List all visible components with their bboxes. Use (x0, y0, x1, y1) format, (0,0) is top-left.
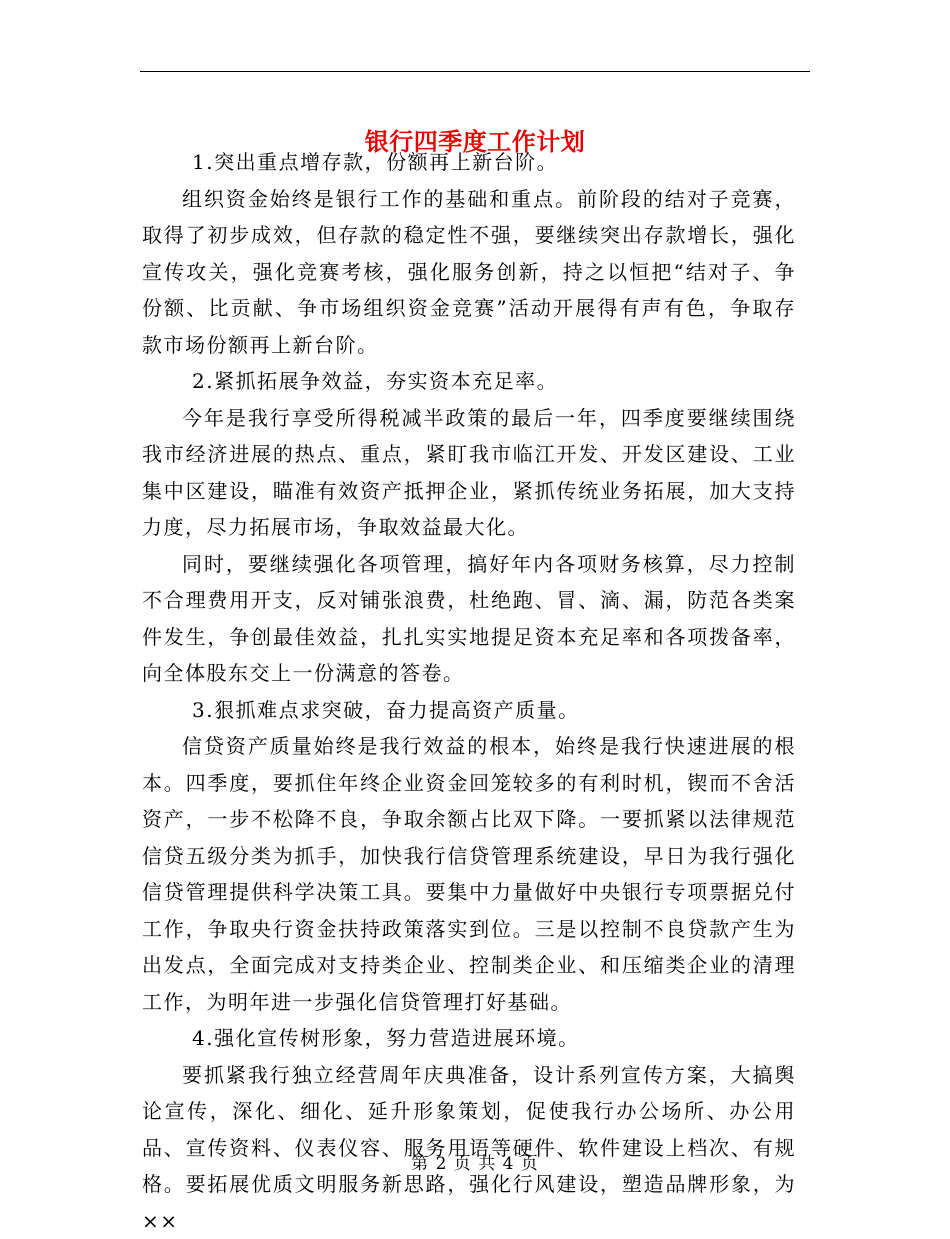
section-heading-4: 4.强化宣传树形象，努力营造进展环境。 (142, 1020, 796, 1057)
section-paragraph: 信贷资产质量始终是我行效益的根本，始终是我行快速进展的根本。四季度，要抓住年终企业资金回笼较多的有利时机，锲而不舍活资产，一步不松降不良，争取余额占比双下降。一要抓紧以法律规范信贷五级分类为抓手，加快我行信贷管理系统建设，早日为我行强化信贷管理提供科学决策工具。要集中力量做好中央银行专项票据兑付工作，争取央行资金扶持政策落实到位。三是以控制不良贷款产生为出发点，全面完成对支持类企业、控制类企业、和压缩类企业的清理工作，为明年进一步强化信贷管理打好基础。 (142, 728, 796, 1020)
header-rule (140, 71, 810, 72)
section-paragraph: 同时，要继续强化各项管理，搞好年内各项财务核算，尽力控制不合理费用开支，反对铺张浪费，杜绝跑、冒、滴、漏，防范各类案件发生，争创最佳效益，扎扎实实地提足资本充足率和各项拨备率，向全体股东交上一份满意的答卷。 (142, 546, 796, 692)
section-paragraph: 要抓紧我行独立经营周年庆典准备，设计系列宣传方案，大搞舆论宣传，深化、细化、延升形象策划，促使我行办公场所、办公用品、宣传资料、仪表仪容、服务用语等硬件、软件建设上档次、有规格。要拓展优质文明服务新思路，强化行风建设，塑造品牌形象，为×× (142, 1057, 796, 1239)
page-number: 第 2 页 共 4 页 (0, 1152, 950, 1176)
section-heading-2: 2.紧抓拓展争效益，夯实资本充足率。 (142, 363, 796, 400)
document-body (142, 144, 796, 1239)
section-heading-3: 3.狠抓难点求突破，奋力提高资产质量。 (142, 692, 796, 729)
section-heading-1: 1.突出重点增存款，份额再上新台阶。 (142, 144, 796, 181)
section-paragraph: 组织资金始终是银行工作的基础和重点。前阶段的结对子竞赛，取得了初步成效，但存款的稳定性不强，要继续突出存款增长，强化宣传攻关，强化竞赛考核，强化服务创新，持之以恒把“结对子、争份额、比贡献、争市场组织资金竞赛”活动开展得有声有色，争取存款市场份额再上新台阶。 (142, 181, 796, 364)
section-paragraph: 今年是我行享受所得税减半政策的最后一年，四季度要继续围绕我市经济进展的热点、重点，紧盯我市临江开发、开发区建设、工业集中区建设，瞄准有效资产抵押企业，紧抓传统业务拓展，加大支持力度，尽力拓展市场，争取效益最大化。 (142, 400, 796, 546)
document-title: 银行四季度工作计划 (0, 126, 950, 158)
